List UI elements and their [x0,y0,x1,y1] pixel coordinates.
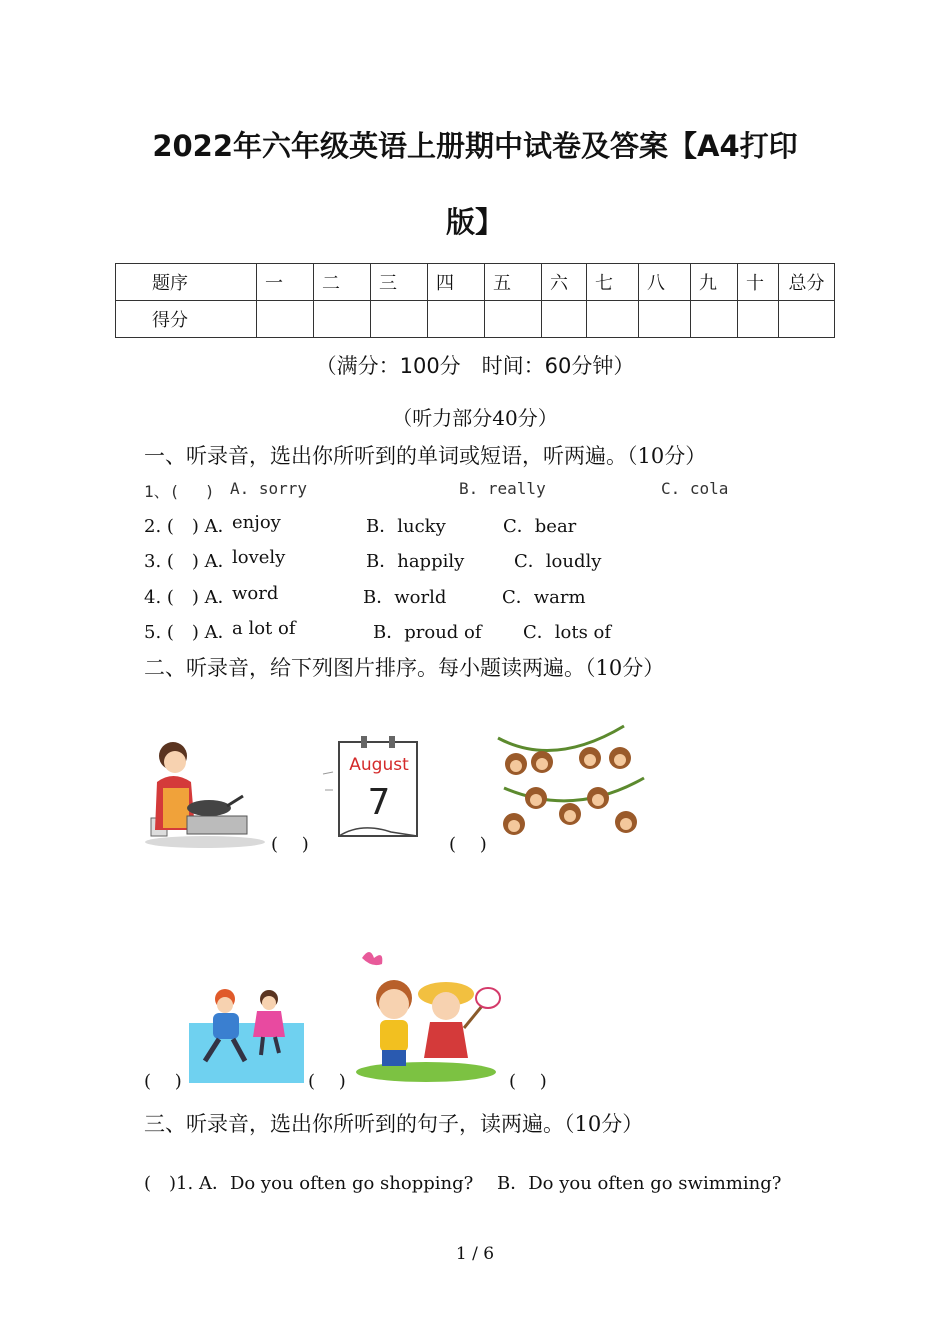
picture2-blank[interactable]: ( ) [449,834,487,855]
score-input-cell[interactable] [314,301,371,338]
butterfly-children-picture [354,946,504,1084]
q5-option-c: C．lots of [523,622,612,643]
q3-option-a: lovely [232,547,286,568]
q4-option-b: B．world [363,587,447,608]
score-table-header-row [116,264,835,301]
q3-number: 3. ( ) A． [144,551,236,572]
q1-option-c: C. cola [661,479,729,498]
q2-number: 2. ( ) A． [144,516,236,537]
q3-option-c: C．loudly [514,551,602,572]
score-input-cell[interactable] [691,301,738,338]
score-table-score-row [116,301,835,338]
calendar-month: August [349,755,409,775]
exam-info: （满分：100分 时间：60分钟） [315,354,635,378]
score-input-cell[interactable] [257,301,314,338]
listening-part-label: （听力部分40分） [392,406,558,430]
picture1-blank[interactable]: ( ) [271,834,309,855]
score-cell: 七 [587,264,639,301]
q2-option-b: B．lucky [366,516,446,537]
skating-picture [189,985,304,1083]
doc-title-line2: 版】 [445,205,504,239]
score-input-cell[interactable] [371,301,428,338]
score-label-cell: 得分 [116,301,257,338]
picture5-blank[interactable]: ( ) [509,1071,547,1092]
score-cell: 题序 [116,264,257,301]
picture4-right-blank[interactable]: ( ) [308,1071,346,1092]
score-input-cell[interactable] [738,301,779,338]
score-table [115,263,835,338]
monkeys-picture [494,718,650,844]
score-cell: 四 [428,264,485,301]
score-cell: 九 [691,264,738,301]
q1-option-b: B. really [459,479,546,498]
calendar-picture [321,734,425,842]
doc-title-line1: 2022年六年级英语上册期中试卷及答案【A4打印 [152,129,798,163]
score-input-cell[interactable] [587,301,639,338]
q4-option-a: word [232,583,279,604]
q4-number: 4. ( ) A． [144,587,236,608]
cooking-mother-picture [143,738,268,850]
score-input-cell[interactable] [542,301,587,338]
page-number: 1 / 6 [455,1244,495,1264]
score-input-cell[interactable] [428,301,485,338]
score-cell: 八 [639,264,691,301]
score-cell: 十 [738,264,779,301]
score-cell: 一 [257,264,314,301]
calendar-day: 7 [367,782,391,823]
score-cell: 二 [314,264,371,301]
section2-heading: 二、听录音，给下列图片排序。每小题读两遍。（10分） [144,656,665,680]
score-input-cell[interactable] [779,301,835,338]
q1-option-a: A. sorry [230,479,308,498]
q5-number: 5. ( ) A． [144,622,236,643]
q2-option-a: enjoy [232,512,281,533]
section3-q1: ( )1. A．Do you often go shopping? B．Do you often go swimming? [144,1173,782,1194]
score-cell: 五 [485,264,542,301]
score-input-cell[interactable] [639,301,691,338]
section1-heading: 一、听录音，选出你所听到的单词或短语，听两遍。（10分） [144,444,707,468]
picture4-left-blank[interactable]: ( ) [144,1071,182,1092]
section3-heading: 三、听录音，选出你所听到的句子，读两遍。（10分） [144,1112,644,1136]
q5-option-b: B．proud of [373,622,482,643]
q1-number: 1、( ) [144,482,215,501]
score-input-cell[interactable] [485,301,542,338]
score-cell: 六 [542,264,587,301]
q3-option-b: B．happily [366,551,465,572]
q2-option-c: C．bear [503,516,577,537]
score-cell: 三 [371,264,428,301]
q4-option-c: C．warm [502,587,586,608]
q5-option-a: a lot of [232,618,296,639]
score-cell: 总分 [779,264,835,301]
